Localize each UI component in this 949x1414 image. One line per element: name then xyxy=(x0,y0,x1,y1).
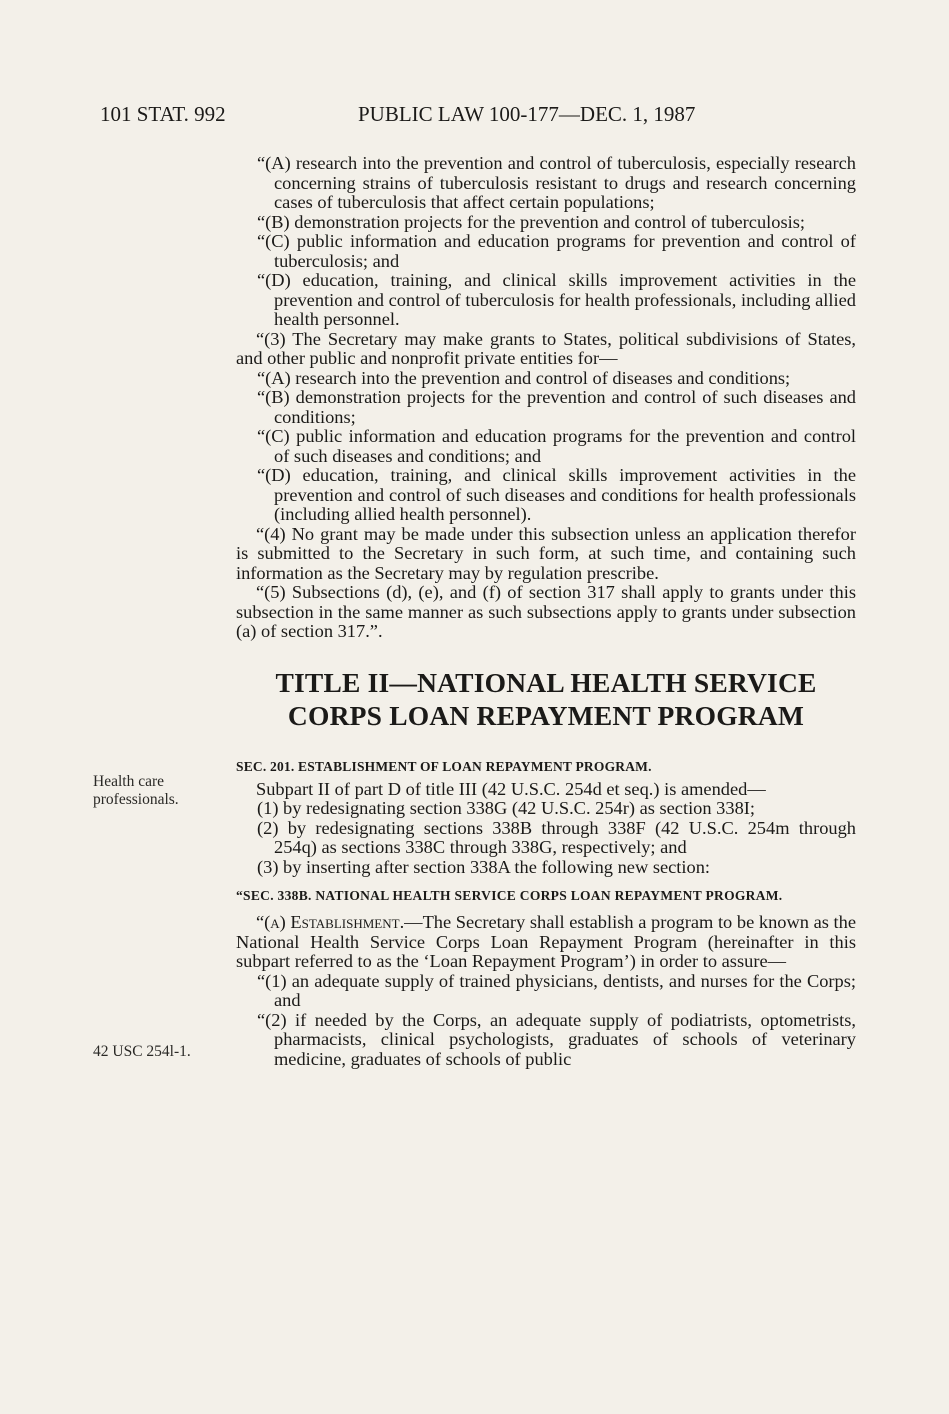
section-heading: “SEC. 338B. NATIONAL HEALTH SERVICE CORPS LOAN REPAYMENT PROGRAM. xyxy=(236,888,783,903)
paragraph: Subpart II of part D of title III (42 U.S.C. 254d et seq.) is amended— xyxy=(256,778,766,799)
title-line: TITLE II—NATIONAL HEALTH SERVICE xyxy=(275,666,817,698)
subsection-label: “(a) Establishment. xyxy=(256,912,405,932)
title-line: CORPS LOAN REPAYMENT PROGRAM xyxy=(287,699,805,731)
statute-page-number: 101 STAT. 992 xyxy=(100,102,226,126)
paragraph: “(A) research into the prevention and control of tuberculosis, especially research concerning strains of tuberculosis resistant to drugs and research concerning cases of tuberculosis that affect certain populations; xyxy=(257,153,856,212)
paragraph: “(C) public information and education programs for prevention and control of tuberculosis; and xyxy=(257,231,856,271)
paragraph: “(4) No grant may be made under this subsection unless an application therefor is submitted to the Secretary in such form, at such time, and containing such information as the Secretary may by regulation prescribe. xyxy=(236,523,856,583)
paragraph: “(2) if needed by the Corps, an adequate supply of podiatrists, optometrists, pharmacists, clinical psychologists, graduates of schools of veterinary medicine, graduates of schools of public xyxy=(257,1009,856,1069)
title-heading xyxy=(236,666,856,732)
margin-note-line: Health care xyxy=(93,773,164,790)
paragraph: “(1) an adequate supply of trained physicians, dentists, and nurses for the Corps; and xyxy=(257,970,856,1010)
document-body xyxy=(236,154,856,1069)
paragraph: “(5) Subsections (d), (e), and (f) of section 317 shall apply to grants under this subsection in the same manner as such subsections apply to grants under subsection (a) of section 317.”. xyxy=(236,582,856,641)
paragraph: “(C) public information and education programs for the prevention and control of such diseases and conditions; and xyxy=(257,426,856,466)
paragraph: “(3) The Secretary may make grants to States, political subdivisions of States, and other public and nonprofit private entities for— xyxy=(236,328,856,368)
paragraph xyxy=(236,913,856,972)
paragraph: “(D) education, training, and clinical skills improvement activities in the prevention and control of tuberculosis for health professionals, including allied health personnel. xyxy=(257,270,856,329)
paragraph: (3) by inserting after section 338A the following new section: xyxy=(257,856,711,877)
subsection-text: —The Secretary shall establish a program to be known as the National Health Service Corps Loan Repayment Program (hereinafter in this subpart referred to as the ‘Loan Repayment Program’) in order to assure— xyxy=(236,912,856,971)
paragraph: (2) by redesignating sections 338B through 338F (42 U.S.C. 254m through 254q) as sections 338C through 338G, respectively; and xyxy=(257,817,856,857)
public-law-citation: PUBLIC LAW 100-177—DEC. 1, 1987 xyxy=(358,102,696,126)
paragraph: “(B) demonstration projects for the prevention and control of tuberculosis; xyxy=(257,211,805,232)
paragraph: (1) by redesignating section 338G (42 U.S.C. 254r) as section 338I; xyxy=(257,798,755,818)
margin-note-line: professionals. xyxy=(93,791,179,808)
page-header xyxy=(0,102,949,132)
paragraph: “(D) education, training, and clinical skills improvement activities in the prevention and control of such diseases and conditions for health professionals (including allied health personnel). xyxy=(257,465,856,524)
paragraph: “(A) research into the prevention and control of diseases and conditions; xyxy=(257,367,791,388)
section-heading: SEC. 201. ESTABLISHMENT OF LOAN REPAYMENT PROGRAM. xyxy=(236,758,652,774)
paragraph: “(B) demonstration projects for the prevention and control of such diseases and conditions; xyxy=(257,387,856,427)
margin-note-health-care xyxy=(93,773,179,809)
margin-note-usc: 42 USC 254l-1. xyxy=(93,1043,191,1060)
